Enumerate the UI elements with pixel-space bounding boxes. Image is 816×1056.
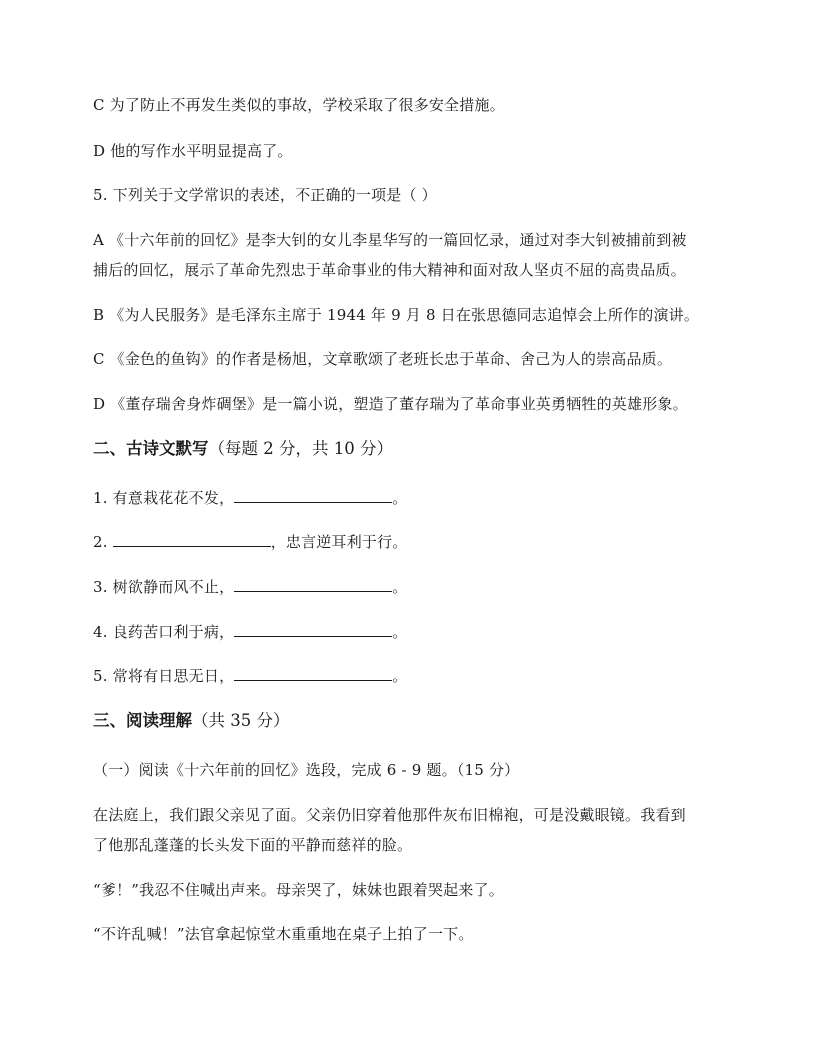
section2-heading <box>93 438 393 460</box>
q5-option-b: B 《为人民服务》是毛泽东主席于 1944 年 9 月 8 日在张思德同志追悼会上所作的演讲。 <box>93 306 700 324</box>
q5-option-a-line2: 捕后的回忆，展示了革命先烈忠于革命事业的伟大精神和面对敌人坚贞不屈的高贵品质。 <box>93 261 686 279</box>
q5-stem: 5. 下列关于文学常识的表述，不正确的一项是（ ） <box>93 186 437 204</box>
recitation-item-2-text: 2. <box>93 533 113 551</box>
recitation-item-2 <box>93 532 408 552</box>
recitation-item-1 <box>93 488 407 508</box>
recitation-item-1-end: 。 <box>392 489 408 507</box>
q5-option-c: C 《金色的鱼钩》的作者是杨旭，文章歌颂了老班长忠于革命、舍己为人的崇高品质。 <box>93 350 673 368</box>
recitation-item-5 <box>93 666 407 686</box>
section3-title: 三、阅读理解 <box>93 711 192 730</box>
recitation-item-5-text: 5. 常将有日思无日， <box>93 667 235 685</box>
answer-blank-1[interactable] <box>234 488 392 503</box>
q4-option-c: C 为了防止不再发生类似的事故，学校采取了很多安全措施。 <box>93 96 505 114</box>
recitation-item-3-end: 。 <box>392 578 408 596</box>
recitation-item-2-end: ，忠言逆耳利于行。 <box>270 533 408 551</box>
section2-title: 二、古诗文默写 <box>93 439 209 458</box>
recitation-item-1-text: 1. 有意栽花花不发， <box>93 489 235 507</box>
passage-paragraph-1-line2: 了他那乱蓬蓬的长头发下面的平静而慈祥的脸。 <box>93 836 413 854</box>
passage-paragraph-3: “不许乱喊！”法官拿起惊堂木重重地在桌子上拍了一下。 <box>93 925 474 943</box>
recitation-item-4 <box>93 622 407 642</box>
answer-blank-2[interactable] <box>113 532 271 547</box>
recitation-item-5-end: 。 <box>392 667 408 685</box>
passage-paragraph-2: “爹！”我忍不住喊出声来。母亲哭了，妹妹也跟着哭起来了。 <box>93 881 504 899</box>
q5-option-a-line1: A 《十六年前的回忆》是李大钊的女儿李星华写的一篇回忆录，通过对李大钊被捕前到被 <box>93 231 687 249</box>
answer-blank-3[interactable] <box>234 577 392 592</box>
section3-heading <box>93 710 290 732</box>
section3-score-note: （共 35 分） <box>192 711 290 730</box>
recitation-item-3 <box>93 577 407 597</box>
q5-option-d: D 《董存瑞舍身炸碉堡》是一篇小说，塑造了董存瑞为了革命事业英勇牺牲的英雄形象。 <box>93 395 688 413</box>
recitation-item-4-end: 。 <box>392 623 408 641</box>
section2-score-note: （每题 2 分，共 10 分） <box>208 439 393 458</box>
passage-paragraph-1-line1: 在法庭上，我们跟父亲见了面。父亲仍旧穿着他那件灰布旧棉袍，可是没戴眼镜。我看到 <box>93 806 686 824</box>
q4-option-d: D 他的写作水平明显提高了。 <box>93 142 293 160</box>
answer-blank-4[interactable] <box>234 622 392 637</box>
reading-part1-intro: （一）阅读《十六年前的回忆》选段，完成 6 - 9 题。（15 分） <box>93 761 520 779</box>
answer-blank-5[interactable] <box>234 666 392 681</box>
recitation-item-4-text: 4. 良药苦口利于病， <box>93 623 235 641</box>
recitation-item-3-text: 3. 树欲静而风不止， <box>93 578 235 596</box>
